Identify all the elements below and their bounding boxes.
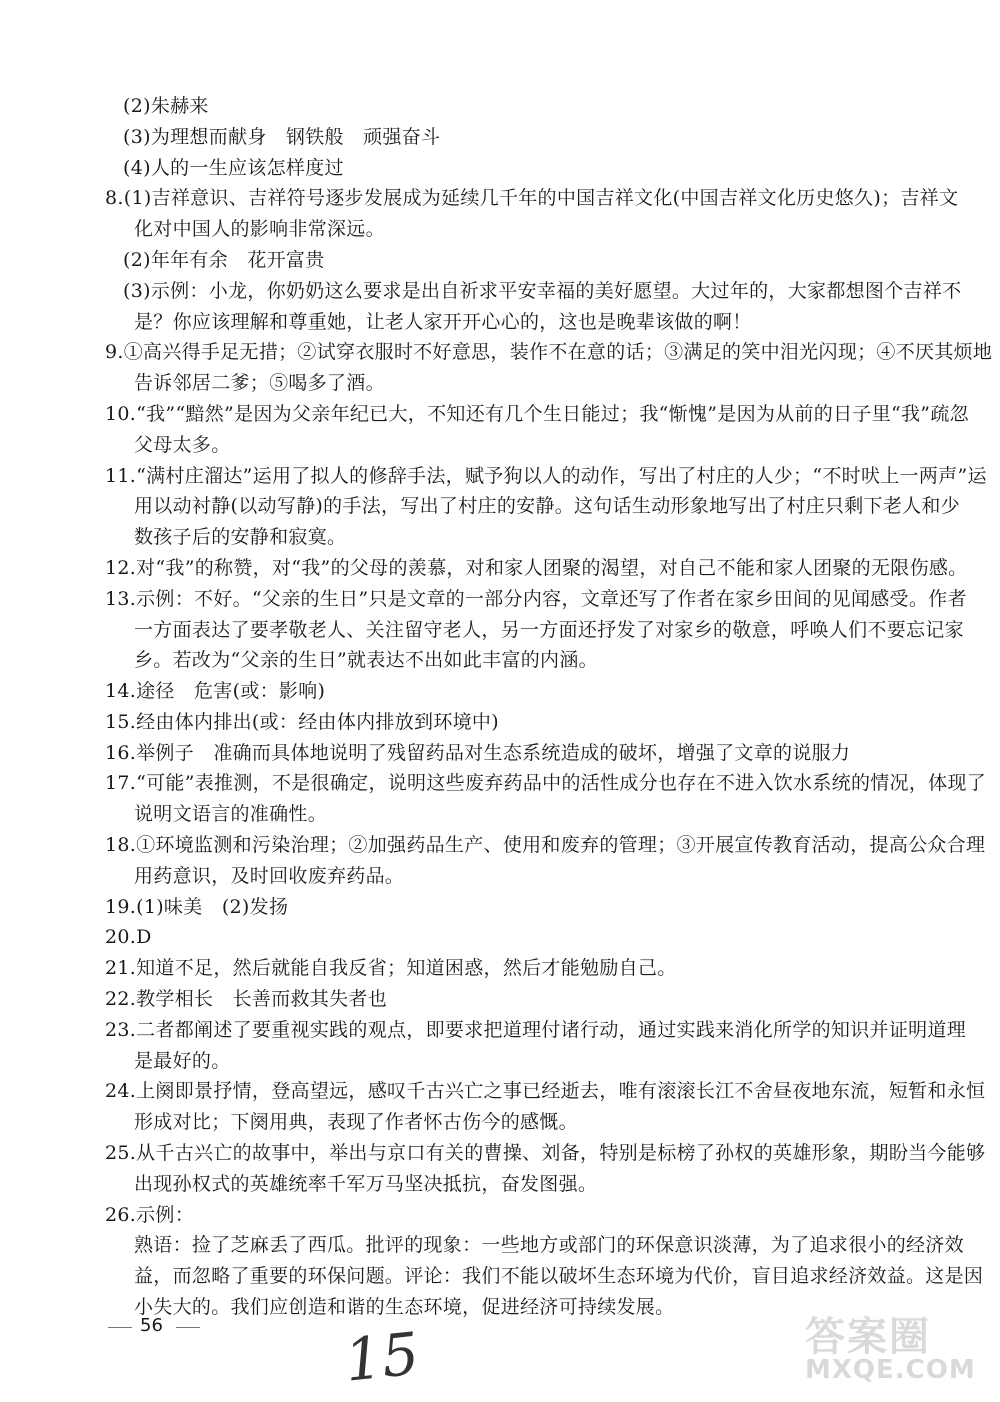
- text-line: 8.(1)吉祥意识、吉祥符号逐步发展成为延续几千年的中国吉祥文化(中国吉祥文化历史悠久)；吉祥文: [105, 187, 959, 209]
- page-number: 56: [140, 1315, 163, 1336]
- watermark-bottom-text: MXQE.COM: [805, 1355, 976, 1385]
- text-line: 18.①环境监测和污染治理；②加强药品生产、使用和废弃的管理；③开展宣传教育活动，提高公众合理: [105, 834, 986, 856]
- watermark-top-text: 答案圈: [805, 1314, 931, 1360]
- text-line: 26.示例：: [105, 1204, 195, 1226]
- text-line: 数孩子后的安静和寂寞。: [134, 526, 347, 548]
- text-line: 告诉邻居二爹；⑤喝多了酒。: [134, 372, 385, 394]
- text-line: 化对中国人的影响非常深远。: [134, 218, 385, 240]
- text-line: 23.二者都阐述了要重视实践的观点，即要求把道理付诸行动，通过实践来消化所学的知识并证明道理: [105, 1019, 967, 1041]
- text-line: 22.教学相长 长善而救其失者也: [105, 988, 388, 1010]
- text-line: 出现孙权式的英雄统率千军万马坚决抵抗，奋发图强。: [134, 1173, 598, 1195]
- text-line: 用以动衬静(以动写静)的手法，写出了村庄的安静。这句话生动形象地写出了村庄只剩下老人和少: [134, 495, 961, 517]
- text-line: 是最好的。: [134, 1050, 231, 1072]
- text-line: (2)朱赫来: [123, 95, 209, 117]
- text-line: (2)年年有余 花开富贵: [123, 249, 325, 271]
- handwritten-mark: 15: [341, 1319, 423, 1395]
- text-line: (4)人的一生应该怎样度过: [123, 157, 344, 179]
- text-line: 是？你应该理解和尊重她，让老人家开开心心的，这也是晚辈该做的啊！: [134, 311, 752, 333]
- text-line: 益，而忽略了重要的环保问题。评论：我们不能以破坏生态环境为代价，盲目追求经济效益。这是因: [134, 1265, 984, 1287]
- text-line: 21.知道不足，然后就能自我反省；知道困惑，然后才能勉励自己。: [105, 957, 677, 979]
- text-line: 一方面表达了要孝敬老人、关注留守老人，另一方面还抒发了对家乡的敬意，呼唤人们不要忘记家: [134, 619, 964, 641]
- text-line: 25.从千古兴亡的故事中，举出与京口有关的曹操、刘备，特别是标榜了孙权的英雄形象，期盼当今能够: [105, 1142, 986, 1164]
- text-line: 16.举例子 准确而具体地说明了残留药品对生态系统造成的破坏，增强了文章的说服力: [105, 742, 851, 764]
- text-line: 24.上阕即景抒情，登高望远，感叹千古兴亡之事已经逝去，唯有滚滚长江不舍昼夜地东流，短暂和永恒: [105, 1080, 986, 1102]
- text-line: 小失大的。我们应创造和谐的生态环境，促进经济可持续发展。: [134, 1296, 675, 1318]
- text-line: 用药意识，及时回收废弃药品。: [134, 865, 405, 887]
- text-line: 熟语：捡了芝麻丢了西瓜。批评的现象：一些地方或部门的环保意识淡薄，为了追求很小的经济效: [134, 1234, 964, 1256]
- text-line: (3)示例：小龙，你奶奶这么要求是出自祈求平安幸福的美好愿望。大过年的，大家都想图个吉祥不: [123, 280, 962, 302]
- text-line: 20.D: [105, 926, 152, 948]
- text-line: 说明文语言的准确性。: [134, 803, 328, 825]
- text-line: 13.示例：不好。“父亲的生日”只是文章的一部分内容，文章还写了作者在家乡田间的见闻感受。作者: [105, 588, 967, 610]
- footer-rule-right: [176, 1327, 200, 1328]
- text-line: 形成对比；下阕用典，表现了作者怀古伤今的感慨。: [134, 1111, 578, 1133]
- watermark-logo: [805, 1305, 990, 1385]
- text-line: (3)为理想而献身 钢铁般 顽强奋斗: [123, 126, 441, 148]
- text-line: 15.经由体内排出(或：经由体内排放到环境中): [105, 711, 499, 733]
- text-line: 9.①高兴得手足无措；②试穿衣服时不好意思，装作不在意的话；③满足的笑中泪光闪现；④不厌其烦地: [105, 341, 993, 363]
- text-line: 17.“可能”表推测，不是很确定，说明这些废弃药品中的活性成分也存在不进入饮水系统的情况，体现了: [105, 772, 987, 794]
- text-line: 10.“我”“黯然”是因为父亲年纪已大，不知还有几个生日能过；我“惭愧”是因为从前的日子里“我”疏忽: [105, 403, 969, 425]
- footer-rule-left: [108, 1327, 132, 1328]
- text-line: 12.对“我”的称赞，对“我”的父母的羡慕，对和家人团聚的渴望，对自己不能和家人团聚的无限伤感。: [105, 557, 968, 579]
- text-line: 14.途径 危害(或：影响): [105, 680, 326, 702]
- text-line: 11.“满村庄溜达”运用了拟人的修辞手法，赋予狗以人的动作，写出了村庄的人少；“不时吠上一两声”运: [105, 465, 987, 487]
- text-line: 父母太多。: [134, 434, 231, 456]
- text-line: 乡。若改为“父亲的生日”就表达不出如此丰富的内涵。: [134, 649, 598, 671]
- text-line: 19.(1)味美 (2)发扬: [105, 896, 289, 918]
